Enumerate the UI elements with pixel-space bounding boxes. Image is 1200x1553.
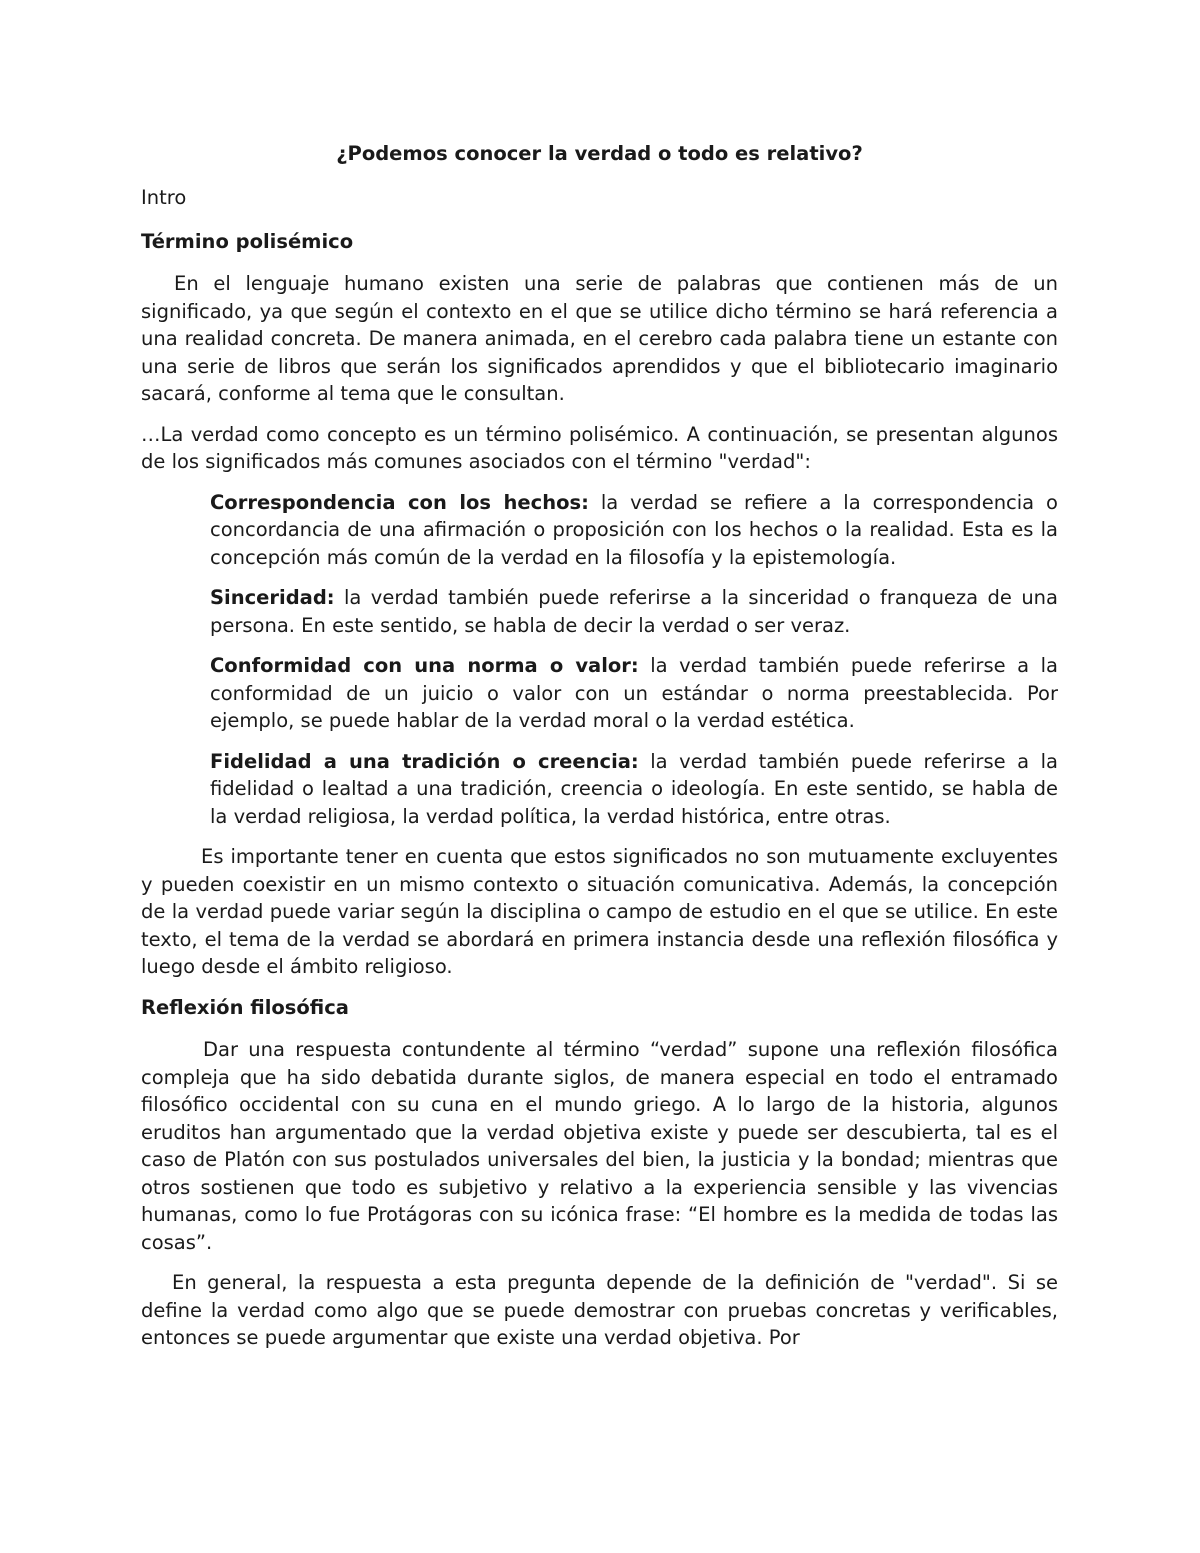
meaning-term: Fidelidad a una tradición o creencia: — [210, 749, 639, 773]
paragraph-polysemic-intro: En el lenguaje humano existen una serie de palabras que contienen más de un significado, ya que según el contexto en el que se utilice dicho término se hará referencia a una realidad concreta. De manera animada, en el cerebro cada palabra tiene un estante con una serie de libros que serán los significados aprendidos y que el bibliotecario imaginario sacará, conforme al tema que le consultan. — [141, 272, 1058, 405]
meaning-term: Correspondencia con los hechos: — [210, 490, 589, 514]
meaning-item — [210, 584, 1058, 639]
section-heading-philosophical-reflection: Reflexión filosófica — [141, 995, 349, 1019]
meaning-item — [210, 748, 1058, 831]
intro-label: Intro — [141, 186, 187, 209]
meaning-item — [210, 489, 1058, 572]
meanings-list — [141, 489, 1058, 831]
paragraph-general-answer: En general, la respuesta a esta pregunta depende de la definición de "verdad". Si se define la verdad como algo que se puede demostrar con pruebas concretas y verificables, entonces se puede argumentar que existe una verdad objetiva. Por — [141, 1271, 1058, 1349]
meaning-item — [210, 652, 1058, 735]
paragraph-truth-concept: …La verdad como concepto es un término polisémico. A continuación, se presentan algunos de los significados más comunes asociados con el término "verdad": — [141, 422, 1058, 473]
section-heading-polysemic-term: Término polisémico — [141, 229, 354, 253]
meaning-term: Sinceridad: — [210, 586, 335, 609]
meaning-term: Conformidad con una norma o valor: — [210, 654, 639, 677]
meaning-text: la verdad también puede referirse a la fidelidad o lealtad a una tradición, creencia o ideología. En este sentido, se habla de la verdad religiosa, la verdad política, la verdad histórica, entre otras. — [210, 749, 1058, 828]
document-page — [141, 140, 1058, 1365]
meaning-text: la verdad se refiere a la correspondencia o concordancia de una afirmación o proposición con los hechos o la realidad. Esta es la concepción más común de la verdad en la filosofía y la epistemología. — [210, 490, 1058, 569]
document-title: ¿Podemos conocer la verdad o todo es relativo? — [336, 142, 863, 165]
paragraph-philosophical-reflection: Dar una respuesta contundente al término “verdad” supone una reflexión filosófica compleja que ha sido debatida durante siglos, de manera especial en todo el entramado filosófico occidental con su cuna en el mundo griego. A lo largo de la historia, algunos eruditos han argumentado que la verdad objetiva existe y puede ser descubierta, tal es el caso de Platón con sus postulados universales del bien, la justicia y la bondad; mientras que otros sostienen que todo es subjetivo y relativo a la experiencia sensible y las vivencias humanas, como lo fue Protágoras con su icónica frase: “El hombre es la medida de todas las cosas”. — [141, 1038, 1058, 1254]
meaning-text: la verdad también puede referirse a la conformidad de un juicio o valor con un estándar o norma preestablecida. Por ejemplo, se puede hablar de la verdad moral o la verdad estética. — [210, 654, 1058, 732]
meaning-text: la verdad también puede referirse a la sinceridad o franqueza de una persona. En este sentido, se habla de decir la verdad o ser veraz. — [210, 586, 1058, 637]
paragraph-meanings-note: Es importante tener en cuenta que estos significados no son mutuamente excluyentes y pueden coexistir en un mismo contexto o situación comunicativa. Además, la concepción de la verdad puede variar según la disciplina o campo de estudio en el que se utilice. En este texto, el tema de la verdad se abordará en primera instancia desde una reflexión filosófica y luego desde el ámbito religioso. — [141, 845, 1058, 978]
